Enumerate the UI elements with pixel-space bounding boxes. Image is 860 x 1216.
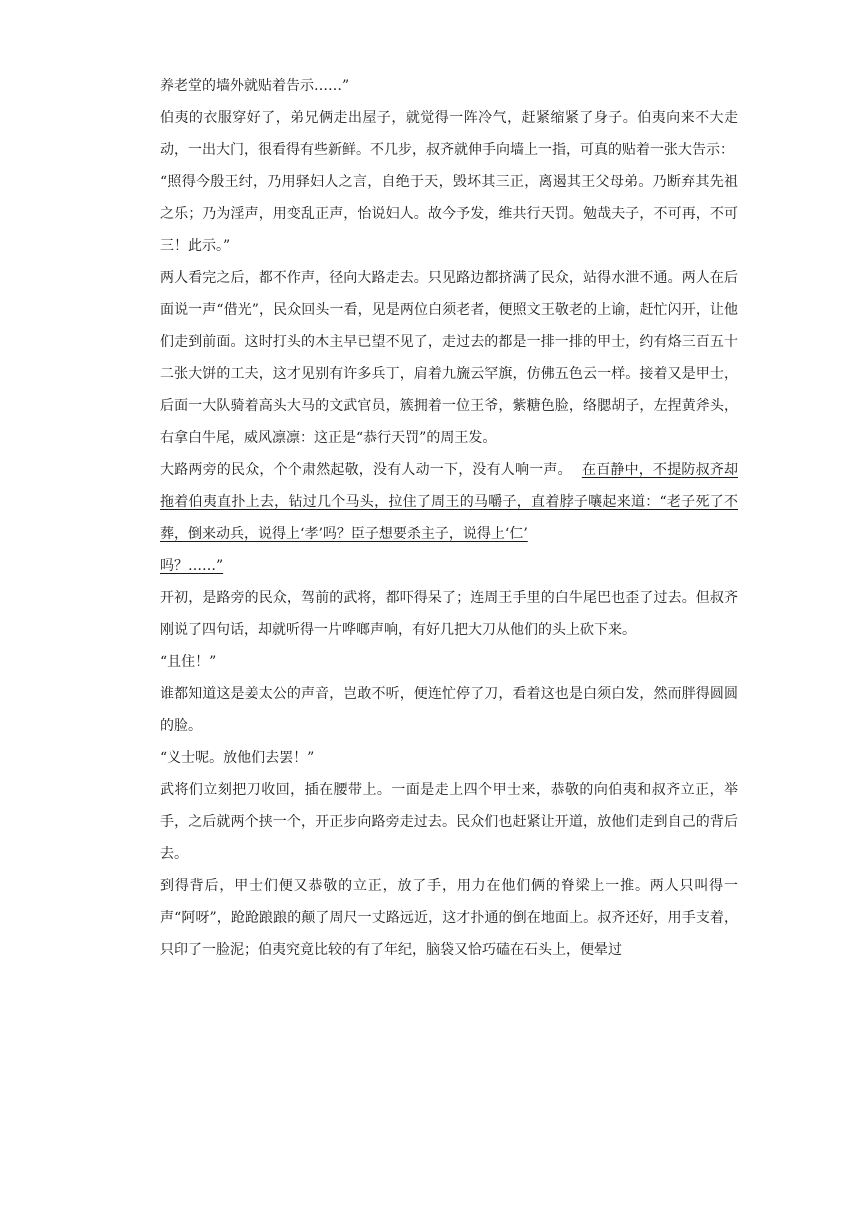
paragraph-2: 伯夷的衣服穿好了，弟兄俩走出屋子，就觉得一阵冷气，赶紧缩紧了身子。伯夷向来不大走动，一出大门，很看得有些新鲜。不几步，叔齐就伸手向墙上一指，可真的贴着一张大告示： bbox=[160, 110, 738, 158]
paragraph-8: 谁都知道这是姜太公的声音，岂敢不听，便连忙停了刀，看着这也是白须白发，然而胖得圆圆的脸。 bbox=[160, 686, 738, 734]
underlined-passage-end: 吗？……” bbox=[160, 558, 224, 574]
underlined-passage: 在百静中，不提防叔齐却拖着伯夷直扑上去，钻过几个马头，拉住了周王的马嚼子，直着脖子嚷起来道：“老子死了不葬，倒来动兵，说得上‘孝’吗？臣子想要杀主子，说得上‘仁’ bbox=[160, 462, 739, 542]
paragraph-4: 两人看完之后，都不作声，径向大路走去。只见路边都挤满了民众，站得水泄不通。两人在后面说一声“借光”，民众回头一看，见是两位白须老者，便照文王敬老的上谕，赶忙闪开，让他们走到前面。这时打头的木主早已望不见了，走过去的都是一排一排的甲士，约有烙三百五十二张大饼的工夫，这才见别有许多兵丁，肩着九旒云罕旗，仿佛五色云一样。接着又是甲士，后面一大队骑着高头大马的文武官员，簇拥着一位王爷，紫糖色脸，络腮胡子，左捏黄斧头，右拿白牛尾，威风凛凛：这正是“恭行天罚”的周王发。 bbox=[160, 270, 738, 446]
paragraph-5-plain: 大路两旁的民众，个个肃然起敬，没有人动一下，没有人响一声。 bbox=[160, 462, 572, 478]
paragraph-5 bbox=[160, 454, 738, 582]
paragraph-6: 开初，是路旁的民众，驾前的武将，都吓得呆了；连周王手里的白牛尾巴也歪了过去。但叔齐刚说了四句话，却就听得一片哗啷声响，有好几把大刀从他们的头上砍下来。 bbox=[160, 590, 738, 638]
story-text bbox=[160, 70, 738, 966]
paragraph-10: 武将们立刻把刀收回，插在腰带上。一面是走上四个甲士来，恭敬的向伯夷和叔齐立正，举手，之后就两个挟一个，开正步向路旁走过去。民众们也赶紧让开道，放他们走到自己的背后去。 bbox=[160, 782, 738, 862]
paragraph-1: 养老堂的墙外就贴着告示……” bbox=[160, 78, 350, 94]
paragraph-11: 到得背后，甲士们便又恭敬的立正，放了手，用力在他们俩的脊梁上一推。两人只叫得一声“阿呀”，跄跄踉踉的颠了周尺一丈路远近，这才扑通的倒在地面上。叔齐还好，用手支着，只印了一脸泥；伯夷究竟比较的有了年纪，脑袋又恰巧磕在石头上，便晕过 bbox=[160, 878, 738, 958]
paragraph-9: “义士呢。放他们去罢！” bbox=[160, 750, 315, 766]
paragraph-7: “且住！” bbox=[160, 654, 217, 670]
paragraph-3: “照得今殷王纣，乃用驿妇人之言，自绝于天，毁坏其三正，离遏其王父母弟。乃断弃其先祖之乐；乃为淫声，用变乱正声，怡说妇人。故今予发，维共行天罚。勉哉夫子，不可再，不可三！此示。” bbox=[160, 174, 738, 254]
